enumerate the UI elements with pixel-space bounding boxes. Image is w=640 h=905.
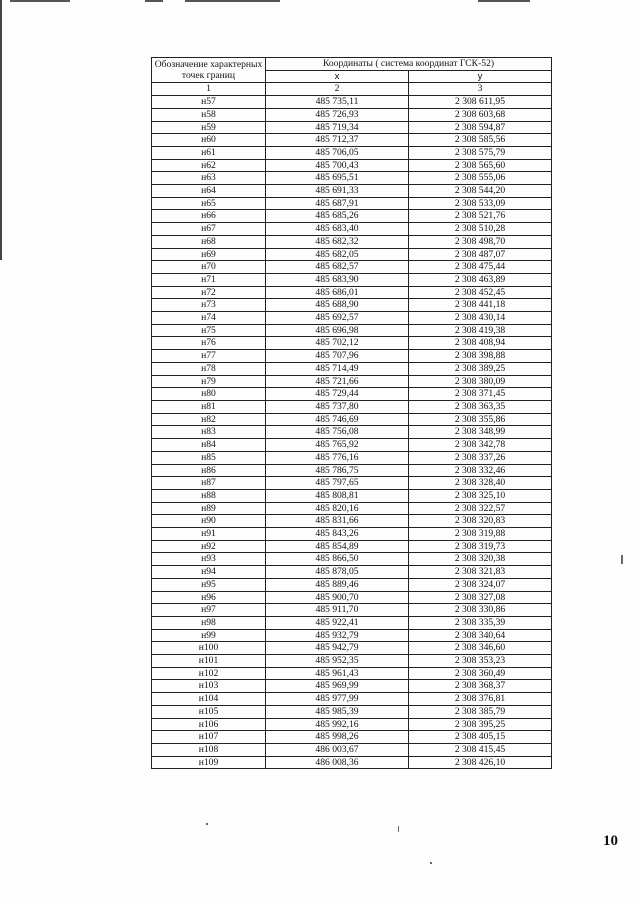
x-coordinate-cell: 485 820,16 [266,502,409,515]
y-coordinate-cell: 2 308 408,94 [409,337,552,350]
table-row [152,515,552,528]
y-coordinate-cell: 2 308 389,25 [409,362,552,375]
table-row [152,159,552,172]
table-row [152,502,552,515]
point-cell: н74 [152,312,266,325]
point-cell: н82 [152,413,266,426]
x-coordinate-cell: 485 695,51 [266,172,409,185]
y-coordinate-cell: 2 308 441,18 [409,299,552,312]
point-cell: н92 [152,540,266,553]
x-coordinate-cell: 485 685,26 [266,210,409,223]
table-row [152,591,552,604]
point-cell: н59 [152,121,266,134]
y-coordinate-cell: 2 308 337,26 [409,451,552,464]
point-cell: н58 [152,108,266,121]
y-coordinate-cell: 2 308 510,28 [409,223,552,236]
coordinates-table-body [152,96,552,769]
point-cell: н67 [152,223,266,236]
y-coordinate-cell: 2 308 360,49 [409,667,552,680]
point-cell: н76 [152,337,266,350]
x-coordinate-cell: 485 961,43 [266,667,409,680]
x-coordinate-cell: 485 729,44 [266,388,409,401]
x-coordinate-cell: 485 911,70 [266,604,409,617]
point-cell: н57 [152,96,266,109]
y-coordinate-cell: 2 308 371,45 [409,388,552,401]
table-row [152,388,552,401]
scan-speck [621,555,623,564]
x-coordinate-cell: 485 756,08 [266,426,409,439]
y-coordinate-cell: 2 308 533,09 [409,197,552,210]
column-number-2: 2 [266,83,409,96]
point-cell: н83 [152,426,266,439]
scan-speck [398,826,399,832]
y-coordinate-cell: 2 308 319,88 [409,528,552,541]
x-coordinate-cell: 486 003,67 [266,743,409,756]
point-cell: н102 [152,667,266,680]
table-row [152,553,552,566]
x-coordinate-cell: 485 719,34 [266,121,409,134]
table-row [152,172,552,185]
table-row [152,451,552,464]
x-coordinate-cell: 485 932,79 [266,629,409,642]
point-cell: н62 [152,159,266,172]
x-coordinate-cell: 485 683,90 [266,273,409,286]
x-coordinate-cell: 485 977,99 [266,693,409,706]
y-coordinate-cell: 2 308 498,70 [409,235,552,248]
point-cell: н88 [152,489,266,502]
x-coordinate-cell: 485 746,69 [266,413,409,426]
x-axis-header: х [266,70,409,83]
y-coordinate-cell: 2 308 395,25 [409,718,552,731]
point-cell: н72 [152,286,266,299]
table-row [152,185,552,198]
x-coordinate-cell: 485 696,98 [266,324,409,337]
point-cell: н64 [152,185,266,198]
table-row [152,693,552,706]
y-coordinate-cell: 2 308 328,40 [409,477,552,490]
point-cell: н103 [152,680,266,693]
y-coordinate-cell: 2 308 398,88 [409,350,552,363]
page-number: 10 [603,833,618,849]
x-coordinate-cell: 486 008,36 [266,756,409,769]
x-coordinate-cell: 485 942,79 [266,642,409,655]
x-coordinate-cell: 485 706,05 [266,146,409,159]
y-coordinate-cell: 2 308 327,08 [409,591,552,604]
table-row [152,655,552,668]
scan-artifact-top [0,0,640,4]
point-cell: н100 [152,642,266,655]
coordinates-table [151,57,552,769]
x-coordinate-cell: 485 735,11 [266,96,409,109]
table-row [152,299,552,312]
table-row [152,642,552,655]
point-cell: н107 [152,731,266,744]
x-coordinate-cell: 485 688,90 [266,299,409,312]
x-coordinate-cell: 485 808,81 [266,489,409,502]
point-cell: н90 [152,515,266,528]
point-cell: н71 [152,273,266,286]
point-cell: н89 [152,502,266,515]
table-row [152,464,552,477]
x-coordinate-cell: 485 854,89 [266,540,409,553]
y-coordinate-cell: 2 308 363,35 [409,400,552,413]
table-row [152,718,552,731]
x-coordinate-cell: 485 776,16 [266,451,409,464]
y-coordinate-cell: 2 308 322,57 [409,502,552,515]
point-cell: н95 [152,578,266,591]
table-row [152,489,552,502]
x-coordinate-cell: 485 687,91 [266,197,409,210]
table-row [152,248,552,261]
y-coordinate-cell: 2 308 405,15 [409,731,552,744]
column-number-1: 1 [152,83,266,96]
y-coordinate-cell: 2 308 324,07 [409,578,552,591]
point-cell: н68 [152,235,266,248]
y-coordinate-cell: 2 308 603,68 [409,108,552,121]
x-coordinate-cell: 485 992,16 [266,718,409,731]
point-cell: н86 [152,464,266,477]
table-row [152,375,552,388]
y-coordinate-cell: 2 308 585,56 [409,134,552,147]
table-row [152,235,552,248]
x-coordinate-cell: 485 969,99 [266,680,409,693]
x-coordinate-cell: 485 765,92 [266,439,409,452]
table-row [152,337,552,350]
point-cell: н85 [152,451,266,464]
x-coordinate-cell: 485 682,32 [266,235,409,248]
table-row [152,604,552,617]
x-coordinate-cell: 485 682,57 [266,261,409,274]
table-row [152,197,552,210]
y-coordinate-cell: 2 308 380,09 [409,375,552,388]
point-cell: н99 [152,629,266,642]
table-row [152,731,552,744]
point-cell: н60 [152,134,266,147]
y-coordinate-cell: 2 308 419,38 [409,324,552,337]
point-cell: н69 [152,248,266,261]
point-cell: н80 [152,388,266,401]
y-coordinate-cell: 2 308 594,87 [409,121,552,134]
x-coordinate-cell: 485 691,33 [266,185,409,198]
point-cell: н104 [152,693,266,706]
y-coordinate-cell: 2 308 487,07 [409,248,552,261]
y-coordinate-cell: 2 308 368,37 [409,680,552,693]
table-row [152,540,552,553]
x-coordinate-cell: 485 683,40 [266,223,409,236]
table-row [152,743,552,756]
y-coordinate-cell: 2 308 348,99 [409,426,552,439]
table-row [152,121,552,134]
point-cell: н97 [152,604,266,617]
point-cell: н84 [152,439,266,452]
y-coordinate-cell: 2 308 321,83 [409,566,552,579]
point-cell: н79 [152,375,266,388]
x-coordinate-cell: 485 682,05 [266,248,409,261]
table-row [152,286,552,299]
point-cell: н94 [152,566,266,579]
y-coordinate-cell: 2 308 346,60 [409,642,552,655]
x-coordinate-cell: 485 702,12 [266,337,409,350]
table-row [152,629,552,642]
point-cell: н109 [152,756,266,769]
point-designation-header: Обозначение характерных точек границ [152,58,266,83]
y-coordinate-cell: 2 308 575,79 [409,146,552,159]
x-coordinate-cell: 485 700,43 [266,159,409,172]
table-row [152,667,552,680]
scan-speck [430,862,432,864]
x-coordinate-cell: 485 843,26 [266,528,409,541]
table-row [152,477,552,490]
point-cell: н77 [152,350,266,363]
y-coordinate-cell: 2 308 325,10 [409,489,552,502]
table-row [152,400,552,413]
y-coordinate-cell: 2 308 430,14 [409,312,552,325]
column-number-3: 3 [409,83,552,96]
table-row [152,680,552,693]
table-row [152,566,552,579]
point-cell: н73 [152,299,266,312]
point-cell: н63 [152,172,266,185]
point-cell: н81 [152,400,266,413]
x-coordinate-cell: 485 878,05 [266,566,409,579]
x-coordinate-cell: 485 712,37 [266,134,409,147]
table-row [152,273,552,286]
point-cell: н93 [152,553,266,566]
y-coordinate-cell: 2 308 544,20 [409,185,552,198]
y-coordinate-cell: 2 308 521,76 [409,210,552,223]
table-row [152,426,552,439]
table-row [152,210,552,223]
y-coordinate-cell: 2 308 452,45 [409,286,552,299]
point-cell: н87 [152,477,266,490]
point-cell: н101 [152,655,266,668]
x-coordinate-cell: 485 797,65 [266,477,409,490]
y-coordinate-cell: 2 308 340,64 [409,629,552,642]
table-row [152,756,552,769]
table-row [152,413,552,426]
point-cell: н91 [152,528,266,541]
point-cell: н75 [152,324,266,337]
point-cell: н98 [152,616,266,629]
coordinates-system-header: Координаты ( система координат ГСК-52) [266,58,552,71]
point-cell: н61 [152,146,266,159]
y-coordinate-cell: 2 308 353,23 [409,655,552,668]
y-coordinate-cell: 2 308 426,10 [409,756,552,769]
x-coordinate-cell: 485 707,96 [266,350,409,363]
x-coordinate-cell: 485 985,39 [266,705,409,718]
scan-speck [206,823,208,825]
y-coordinate-cell: 2 308 320,83 [409,515,552,528]
y-coordinate-cell: 2 308 319,73 [409,540,552,553]
table-row [152,312,552,325]
point-cell: н65 [152,197,266,210]
x-coordinate-cell: 485 831,66 [266,515,409,528]
x-coordinate-cell: 485 721,66 [266,375,409,388]
table-row [152,528,552,541]
x-coordinate-cell: 485 889,46 [266,578,409,591]
point-cell: н105 [152,705,266,718]
table-row [152,134,552,147]
y-coordinate-cell: 2 308 332,46 [409,464,552,477]
table-row [152,578,552,591]
y-coordinate-cell: 2 308 342,78 [409,439,552,452]
table-row [152,362,552,375]
table-row [152,616,552,629]
table-row [152,223,552,236]
x-coordinate-cell: 485 866,50 [266,553,409,566]
x-coordinate-cell: 485 900,70 [266,591,409,604]
x-coordinate-cell: 485 737,80 [266,400,409,413]
point-cell: н108 [152,743,266,756]
table-row [152,108,552,121]
point-cell: н96 [152,591,266,604]
y-coordinate-cell: 2 308 355,86 [409,413,552,426]
point-cell: н78 [152,362,266,375]
table-row [152,96,552,109]
y-coordinate-cell: 2 308 463,89 [409,273,552,286]
y-coordinate-cell: 2 308 335,39 [409,616,552,629]
x-coordinate-cell: 485 922,41 [266,616,409,629]
y-coordinate-cell: 2 308 555,06 [409,172,552,185]
point-cell: н66 [152,210,266,223]
y-coordinate-cell: 2 308 320,38 [409,553,552,566]
table-row [152,439,552,452]
table-row [152,146,552,159]
y-coordinate-cell: 2 308 376,81 [409,693,552,706]
scan-edge-mark [0,0,2,260]
y-coordinate-cell: 2 308 611,95 [409,96,552,109]
x-coordinate-cell: 485 998,26 [266,731,409,744]
x-coordinate-cell: 485 692,57 [266,312,409,325]
x-coordinate-cell: 485 952,35 [266,655,409,668]
x-coordinate-cell: 485 786,75 [266,464,409,477]
y-coordinate-cell: 2 308 385,79 [409,705,552,718]
y-coordinate-cell: 2 308 475,44 [409,261,552,274]
y-coordinate-cell: 2 308 330,86 [409,604,552,617]
point-cell: н70 [152,261,266,274]
y-coordinate-cell: 2 308 565,60 [409,159,552,172]
x-coordinate-cell: 485 686,01 [266,286,409,299]
table-row [152,350,552,363]
y-coordinate-cell: 2 308 415,45 [409,743,552,756]
x-coordinate-cell: 485 714,49 [266,362,409,375]
table-row [152,705,552,718]
point-cell: н106 [152,718,266,731]
y-axis-header: у [409,70,552,83]
x-coordinate-cell: 485 726,93 [266,108,409,121]
table-row [152,324,552,337]
table-row [152,261,552,274]
